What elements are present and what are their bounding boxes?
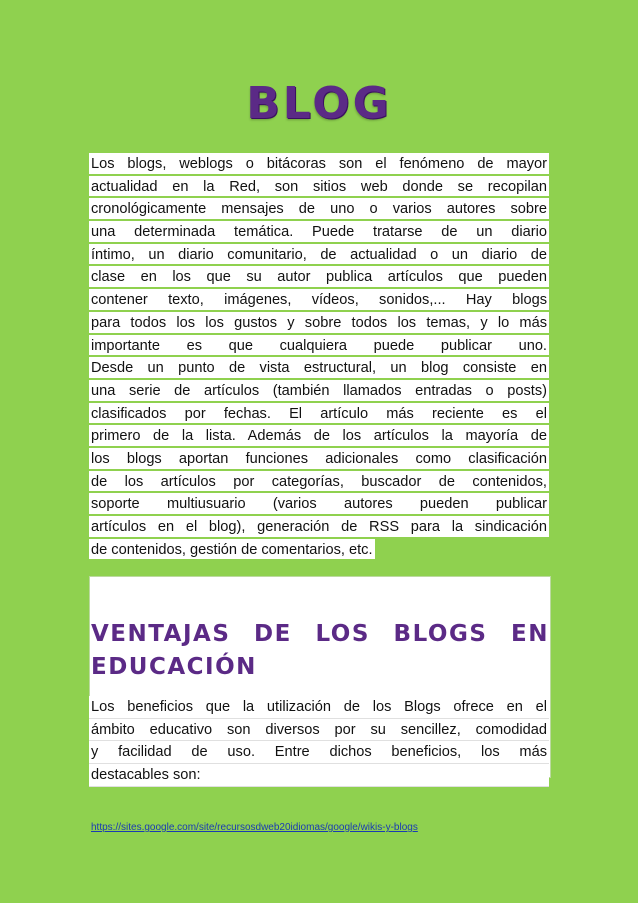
text-line: soporte multiusuario (varios autores pueden publicar	[89, 493, 549, 516]
text-line: Desde un punto de vista estructural, un blog consiste en	[89, 357, 549, 380]
section-heading-line: EDUCACIÓN	[91, 654, 257, 680]
text-line: una serie de artículos (también llamados entradas o posts)	[89, 380, 549, 403]
intro-paragraph	[89, 153, 549, 569]
text-line: de los artículos por categorías, buscador de contenidos,	[89, 471, 549, 494]
text-line: Los blogs, weblogs o bitácoras son el fenómeno de mayor	[89, 153, 549, 176]
source-link[interactable]: https://sites.google.com/site/recursosdweb20idiomas/google/wikis-y-blogs	[91, 822, 418, 833]
text-line: ámbito educativo son diversos por su sencillez, comodidad	[89, 719, 549, 742]
section-heading-line: VENTAJAS DE LOS BLOGS EN	[91, 621, 549, 647]
text-line: de contenidos, gestión de comentarios, etc.	[89, 539, 375, 562]
text-line: clasificados por fechas. El artículo más reciente es el	[89, 403, 549, 426]
text-line: destacables son:	[89, 764, 549, 787]
section-paragraph	[89, 696, 549, 787]
text-line: primero de la lista. Además de los artículos la mayoría de	[89, 425, 549, 448]
text-line: clase en los que su autor publica artículos que pueden	[89, 266, 549, 289]
text-line: los blogs aportan funciones adicionales como clasificación	[89, 448, 549, 471]
text-line: actualidad en la Red, son sitios web donde se recopilan	[89, 176, 549, 199]
section-heading	[91, 618, 549, 684]
text-line: íntimo, un diario comunitario, de actualidad o un diario de	[89, 244, 549, 267]
text-line: para todos los los gustos y sobre todos los temas, y lo más	[89, 312, 549, 335]
text-line: importante es que cualquiera puede publicar uno.	[89, 335, 549, 358]
text-line: y facilidad de uso. Entre dichos beneficios, los más	[89, 741, 549, 764]
text-line: contener texto, imágenes, vídeos, sonidos,... Hay blogs	[89, 289, 549, 312]
page-title: BLOG	[246, 78, 392, 129]
text-line: cronológicamente mensajes de uno o varios autores sobre	[89, 198, 549, 221]
text-line: una determinada temática. Puede tratarse de un diario	[89, 221, 549, 244]
text-line: Los beneficios que la utilización de los Blogs ofrece en el	[89, 696, 549, 719]
text-line: artículos en el blog), generación de RSS para la sindicación	[89, 516, 549, 539]
